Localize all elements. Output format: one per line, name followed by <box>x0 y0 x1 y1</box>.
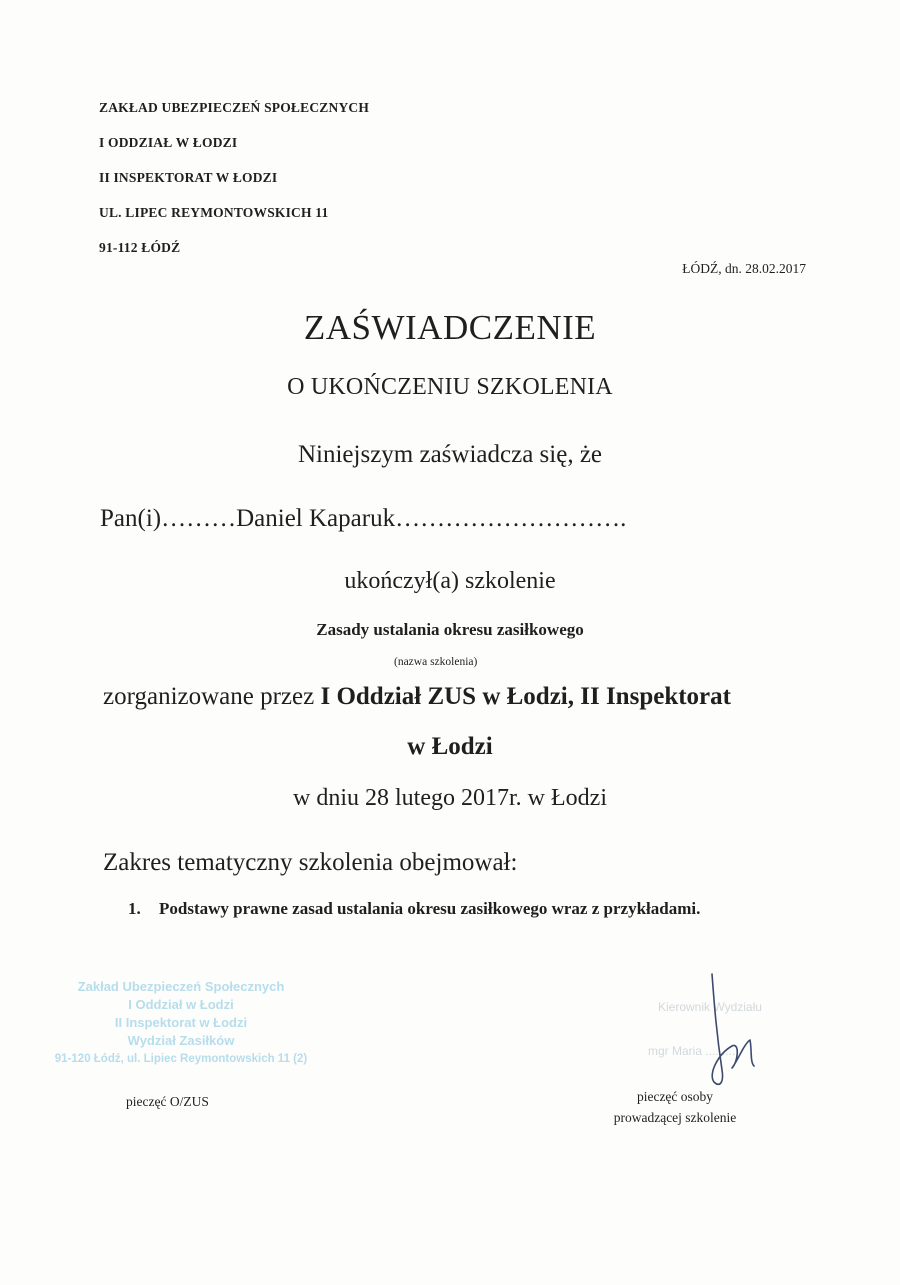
person-prefix: Pan(i)……… <box>100 505 237 532</box>
stamp-line: Zakład Ubezpieczeń Społecznych <box>77 979 285 994</box>
completed-text: ukończył(a) szkolenie <box>344 568 556 594</box>
zus-stamp <box>50 978 312 1068</box>
scope-list <box>128 895 812 923</box>
person-suffix: ………………………. <box>395 505 627 532</box>
issue-date: ŁÓDŹ, dn. 28.02.2017 <box>682 261 806 276</box>
organizer-line <box>103 683 731 711</box>
trainer-caption-line: prowadzącej szkolenie <box>613 1110 737 1125</box>
training-name: Zasady ustalania okresu zasiłkowego <box>316 620 584 639</box>
trainer-caption-line: pieczęć osoby <box>636 1089 714 1104</box>
person-line <box>100 505 626 533</box>
trainer-stamp-line: mgr Maria .......... <box>648 1044 739 1058</box>
issuer-line: ZAKŁAD UBEZPIECZEŃ SPOŁECZNYCH <box>99 100 370 115</box>
stamp-line: II Inspektorat w Łodzi <box>114 1015 248 1030</box>
trainer-stamp-caption <box>580 1086 770 1128</box>
issuer-header <box>99 98 519 273</box>
stamp-line: 91-120 Łódź, ul. Lipiec Reymontowskich 11 (2) <box>54 1053 308 1065</box>
issuer-line: 91-112 ŁÓDŹ <box>99 240 181 255</box>
organizer-continuation: w Łodzi <box>407 733 493 760</box>
scope-title: Zakres tematyczny szkolenia obejmował: <box>103 849 518 876</box>
issuer-line: I ODDZIAŁ W ŁODZI <box>99 135 238 150</box>
training-name-caption: (nazwa szkolenia) <box>394 656 478 668</box>
trainer-stamp-line: Kierownik Wydziału <box>658 1000 762 1014</box>
organizer-name: I Oddział ZUS w Łodzi, II Inspektorat <box>320 683 731 710</box>
document-title: ZAŚWIADCZENIE <box>303 308 597 347</box>
zus-stamp-caption: pieczęć O/ZUS <box>126 1094 209 1109</box>
list-item-number: 1. <box>128 899 141 918</box>
issuer-line: UL. LIPEC REYMONTOWSKICH 11 <box>99 205 329 220</box>
issuer-line: II INSPEKTORAT W ŁODZI <box>99 170 278 185</box>
intro-text: Niniejszym zaświadcza się, że <box>297 441 603 468</box>
training-date-line: w dniu 28 lutego 2017r. w Łodzi <box>293 785 607 811</box>
document-subtitle: O UKOŃCZENIU SZKOLENIA <box>287 374 613 400</box>
list-item-text: Podstawy prawne zasad ustalania okresu zasiłkowego wraz z przykładami. <box>159 899 701 918</box>
organizer-prefix: zorganizowane przez <box>103 683 315 710</box>
signature-icon <box>692 970 762 1090</box>
list-item <box>128 895 812 923</box>
stamp-line: I Oddział w Łodzi <box>128 997 234 1012</box>
stamp-line: Wydział Zasiłków <box>127 1033 235 1048</box>
person-name: Daniel Kaparuk <box>236 505 396 532</box>
